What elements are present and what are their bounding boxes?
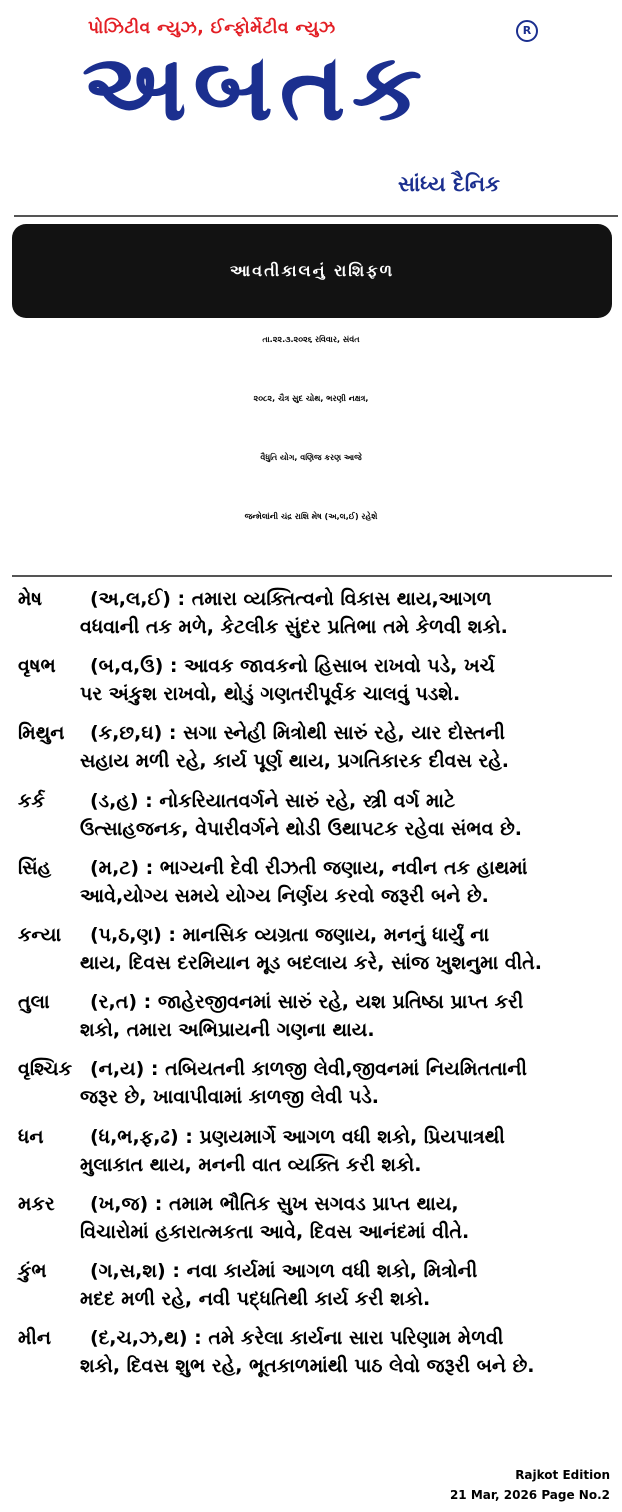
sign-name: કન્યા	[18, 923, 62, 946]
horoscope-entry-makar	[18, 1190, 614, 1257]
horoscope-entry-kark	[18, 787, 614, 854]
horoscope-entry-kanya	[18, 921, 614, 988]
prediction-text: સગા સ્નેહી મિત્રોથી સારું રહે, યાર દોસ્તની	[183, 722, 505, 745]
prediction-text: મદદ મળી રહે, નવી પદ્ધતિથી કાર્ય કરી શકો.	[80, 1287, 431, 1310]
prediction-text: તબિયતની કાળજી લેવી,જીવનમાં નિયમિતતાની	[165, 1058, 527, 1081]
prediction-text: વિચારોમાં હકારાત્મકતા આવે, દિવસ આનંદમાં વીતે.	[80, 1220, 470, 1243]
prediction-text: નવા કાર્યમાં આગળ વધી શકો, મિત્રોની	[186, 1259, 478, 1282]
headline-line: ૨૦૮૨, ચૈત્ર સુદ ચોથ, ભરણી નક્ષત્ર,	[253, 394, 369, 403]
sign-name: વૃષભ	[18, 655, 56, 678]
sign-letters: (ક,છ,ઘ) :	[90, 722, 177, 745]
prediction-text: ઉત્સાહજનક, વેપારીવર્ગને થોડી ઉથાપટક રહેવા સંભવ છે.	[80, 817, 522, 840]
prediction-text: સહાય મળી રહે, કાર્ય પૂર્ણ થાય, પ્રગતિકારક દીવસ રહે.	[80, 750, 510, 773]
sign-name: તુલા	[18, 991, 50, 1014]
sign-letters: (ગ,સ,શ) :	[90, 1259, 180, 1282]
masthead	[0, 0, 622, 215]
sign-letters: (ધ,ભ,ફ,ઢ) :	[90, 1125, 193, 1148]
sign-letters: (પ,ઠ,ણ) :	[90, 923, 176, 946]
title-banner	[12, 224, 612, 318]
edition-type: સાંધ્ય દૈનિક	[398, 172, 500, 196]
sign-letters: (ન,ય) :	[90, 1058, 159, 1081]
horoscope-entry-mithun	[18, 719, 614, 786]
prediction-text: આવે,યોગ્ય સમયે યોગ્ય નિર્ણય કરવો જરૂરી બને છે.	[80, 884, 489, 907]
prediction-text: મુલાકાત થાય, મનની વાત વ્યક્તિ કરી શકો.	[80, 1153, 422, 1176]
sign-name: ધન	[18, 1125, 44, 1148]
sign-name: મીન	[18, 1327, 52, 1350]
sign-letters: (ડ,હ) :	[90, 789, 153, 812]
sign-name: કર્ક	[18, 789, 45, 812]
horoscope-entry-mesh	[18, 585, 614, 652]
date-page-label: 21 Mar, 2026 Page No.2	[449, 1488, 610, 1502]
divider	[14, 215, 618, 217]
horoscope-entry-meen	[18, 1324, 614, 1391]
horoscope-list	[18, 585, 614, 1391]
headline-line: જન્મેલાંની ચંદ્ર રાશિ મેષ (અ,લ,ઈ) રહેશે	[244, 512, 378, 521]
newspaper-logo: અબતક	[82, 34, 429, 141]
sign-name: મેષ	[18, 588, 43, 610]
prediction-text: માનસિક વ્યગ્રતા જણાય, મનનું ધાર્યું ના	[182, 923, 490, 946]
tagline: પોઝિટીવ ન્યુઝ, ઈન્ફોર્મેટીવ ન્યુઝ	[88, 18, 336, 38]
prediction-text: શકો, તમારા અભિપ્રાયની ગણના થાય.	[80, 1019, 375, 1042]
sign-name: વૃશ્ચિક	[18, 1058, 72, 1081]
sign-letters: (ર,ત) :	[90, 991, 152, 1014]
prediction-text: તમામ ભૌતિક સુખ સગવડ પ્રાપ્ત થાય,	[169, 1192, 459, 1215]
horoscope-entry-sinh	[18, 854, 614, 921]
sign-letters: (ખ,જ) :	[90, 1192, 163, 1215]
horoscope-entry-vrushabh	[18, 652, 614, 719]
prediction-text: પર અંકુશ રાખવો, થોડું ગણતરીપૂર્વક ચાલવું પડશે.	[80, 683, 461, 706]
horoscope-entry-dhan	[18, 1123, 614, 1190]
sign-letters: (બ,વ,ઉ) :	[90, 655, 178, 678]
edition-label: Rajkot Edition	[515, 1468, 610, 1482]
prediction-text: પ્રણયમાર્ગે આગળ વધી શકો, પ્રિયપાત્રથી	[199, 1125, 505, 1148]
horoscope-entry-tula	[18, 988, 614, 1055]
prediction-text: થાય, દિવસ દરમિયાન મૂડ બદલાય કરે, સાંજ ખુશનુમા વીતે.	[80, 951, 542, 974]
page-title: આવતીકાલનું રાશિફળ	[229, 261, 395, 280]
prediction-text: વધવાની તક મળે, કેટલીક સુંદર પ્રતિભા તમે કેળવી શકો.	[80, 616, 508, 638]
sign-name: કુંભ	[18, 1259, 47, 1282]
headline-line: તા.૨૨.૩.૨૦૨૬ રવિવાર, સંવંત	[262, 335, 360, 344]
sign-letters: (અ,લ,ઈ) :	[90, 588, 186, 610]
prediction-text: નોકરિયાતવર્ગને સારું રહે, સ્ત્રી વર્ગ માટે	[159, 789, 456, 812]
registered-mark-icon: R	[516, 20, 538, 42]
sign-letters: (મ,ટ) :	[90, 856, 154, 879]
horoscope-entry-vrushchik	[18, 1055, 614, 1122]
horoscope-entry-kumbh	[18, 1257, 614, 1324]
prediction-text: તમારા વ્યક્તિત્વનો વિકાસ થાય,આગળ	[191, 588, 492, 610]
sign-name: મિથુન	[18, 722, 65, 745]
prediction-text: તમે કરેલા કાર્યના સારા પરિણામ મેળવી	[208, 1327, 504, 1350]
divider	[12, 575, 612, 577]
sign-name: મકર	[18, 1192, 55, 1215]
sign-name: સિંહ	[18, 856, 52, 879]
prediction-text: આવક જાવકનો હિસાબ રાખવો પડે, ખર્ચ	[184, 655, 495, 678]
headline-line: વૈધુતિ યોગ, વણિજ કરણ આજે	[260, 453, 362, 462]
prediction-text: શકો, દિવસ શુભ રહે, ભૂતકાળમાંથી પાઠ લેવો જરૂરી બને છે.	[80, 1355, 535, 1378]
prediction-text: ભાગ્યની દેવી રીઝતી જણાય, નવીન તક હાથમાં	[159, 856, 528, 879]
sign-letters: (દ,ચ,ઝ,થ) :	[90, 1327, 202, 1350]
prediction-text: જરૂર છે, ખાવાપીવામાં કાળજી લેવી પડે.	[80, 1086, 380, 1109]
prediction-text: જાહેરજીવનમાં સારું રહે, યશ પ્રતિષ્ઠા પ્રાપ્ત કરી	[157, 991, 524, 1014]
